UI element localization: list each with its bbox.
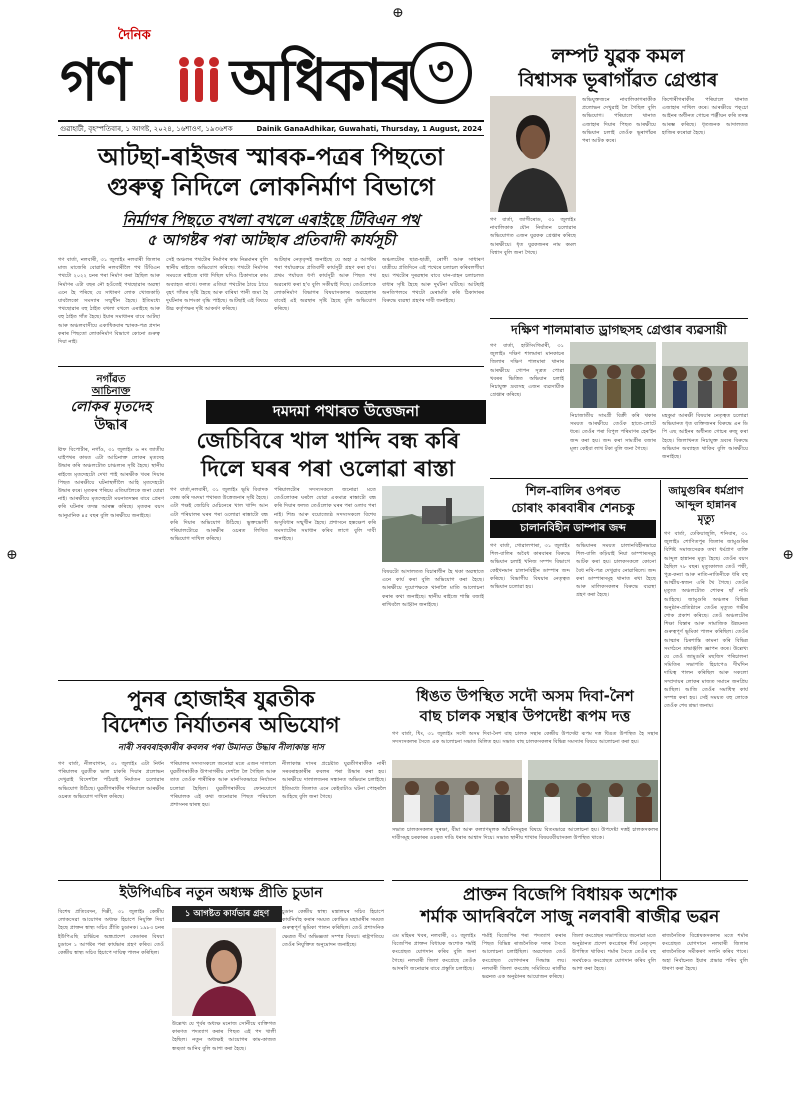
dhing-column-2: সভাত চালকসকলৰ সুৰক্ষা, বীমা আৰু কল্যাণমূলক আঁচনিসমূহৰ বিষয়ে বিতংভাৱে আলোচনা হয়। উপদেষ্টা দত্তই চালকসকলৰ দাবীসমূহ চৰকাৰৰ ওচৰত দাঙি ধৰাৰ আশ্বাস দিয়ে। সভাত স্থানীয় শাখাৰ বিষয়ববীয়াসকল উপস্থিত থাকে। (392, 827, 658, 842)
lampat-column-2: অভিযুক্তজনে নাবালিকাগৰাকীক প্ৰলোভন দেখুৱাই লৈ গৈছিল বুলি অভিযোগ। পৰিয়ালে থানাত এজাহাৰ দিয়াৰ পিছত আৰক্ষীয়ে অভিযান চলাই তেওঁক ভূৰাগাঁৱৰ পৰা আটক কৰে। (582, 97, 656, 145)
upsc-box-label: ১ আগষ্টত কাৰ্যভাৰ গ্ৰহণ (172, 906, 282, 922)
obituary-body: ষ্টাফ বিপোৰ্টাৰ, নগাঁও, ৩১ জুলাইঃ ৬ নং জাতীয় ঘাইপথৰ কাষত এটা আচিনাক্ত লোকৰ মৃতদেহ উদ্ধাৰ কৰি অঞ্চলটোত চাঞ্চল্যৰ সৃষ্টি হৈছে। স্থানীয় ৰাইজে মৃতদেহটো দেখা পাই আৰক্ষীক খবৰ দিয়াৰ পিছত আৰক্ষীয়ে ঘটনাস্থলীলৈ আহি মৃতদেহটো উদ্ধাৰ কৰে। মৃতকৰ পৰিচয় এতিয়ালৈকে জনা যোৱা নাই। আৰক্ষীয়ে মৃতদেহটো ময়নাতদন্তৰ বাবে প্ৰেৰণ কৰি ঘটনাৰ তদন্ত আৰম্ভ কৰিছে। মৃতকৰ বয়স আনুমানিক ৪৫ বছৰ বুলি আৰক্ষীয়ে জনাইছে। (58, 447, 164, 519)
lead-headline (58, 142, 484, 202)
dateline-english: Dainik GanaAdhikar, Guwahati, Thursday, 1 August, 2024 (256, 124, 482, 133)
dhing-headline (392, 686, 658, 726)
damdama-photo (382, 486, 484, 562)
divider (58, 366, 484, 367)
masthead-title-part2: অধিকাৰ (230, 46, 412, 114)
ashok-column-2: শৰ্মাই বিজেপিৰ পৰা পদত্যাগ কৰাৰ পিছত বিভিন্ন ৰাজনৈতিক দলৰ সৈতে আলোচনা চলাইছিল। অৱশেষত তেওঁ কংগ্ৰেছত যোগদানৰ সিদ্ধান্ত লয়। নলবাৰী জিলা কংগ্ৰেছ সমিতিয়ে ৰাজীৱ ভৱনত এক অনুষ্ঠানৰ আয়োজন কৰিছে। (482, 933, 566, 981)
drugs-photo-2 (662, 342, 748, 408)
drugs-headline: দক্ষিণ শালমাৰাত ড্ৰাগছসহ গ্ৰেপ্তাৰ ব্যৱসায়ী (511, 322, 727, 337)
lead-headline-line1: আটছা-ৰাইজৰ স্মাৰক-পত্ৰৰ পিছতো (98, 143, 444, 171)
dateline-assamese: গুৱাহাটী, বৃহস্পতিবাৰ, ১ আগষ্ট, ২০২৪, ১৬শাওণ, ১৯৩৬শক (60, 124, 233, 133)
ashok-column-3: জিলা কংগ্ৰেছৰ সভাপতিয়ে জনোৱা মতে অনুষ্ঠানত প্ৰদেশ কংগ্ৰেছৰ শীৰ্ষ নেতৃবৃন্দ উপস্থিত থাকিব। শৰ্মাৰ সৈতে তেওঁৰ বহু সমৰ্থকেও কংগ্ৰেছত যোগদান কৰিব বুলি আশা কৰা হৈছে। (572, 933, 656, 972)
divider (490, 318, 748, 319)
ashok-headline (392, 884, 748, 928)
ashok-column-1: এম মহিমৰ খবৰ, নলবাৰী, ৩১ জুলাইঃ বিজেপিৰ প্ৰাক্তন বিধায়ক অশোক শৰ্মাই কংগ্ৰেছত যোগদান কৰিব বুলি জনা গৈছে। নলবাৰী জিলা কংগ্ৰেছে তেওঁক আদৰণি জনোৱাৰ বাবে প্ৰস্তুতি চলাইছে। (392, 933, 476, 972)
registration-mark-left: ⊕ (6, 547, 18, 563)
hojai-column-3: নীলাকান্ত দাসৰ প্ৰচেষ্টাত যুৱতীগৰাকীক নাৰী সৰবৰাহকাৰীৰ কবলৰ পৰা উদ্ধাৰ কৰা হয়। আৰক্ষীয়ে দালালজনৰ সন্ধানত অভিযান চলাইছে। ইতিমধ্যে জিলাত এনে কেইবাটাও ঘটনা পোহৰলৈ আহিছে বুলি জনা গৈছে। (282, 761, 386, 800)
lead-column-1: গণ বাৰ্তা, নলবাৰী, ৩১ জুলাইঃ নলবাৰী জিলাৰ মাজ মাজেৰি বোৱাৰি নলবাৰীলৈ পথ টিবিএন পথটো ২০২২ চনৰ পৰা নিৰ্মাণ কৰা হৈছিল আৰু নিৰ্মাণৰ এটা বছৰ নৌ হওঁতেই পথছোৱাৰ অৱস্থা এনে হৈ পৰিছে যে সাধাৰণ লোক খোজকাঢ়ি যাবলৈকো সমস্যাৰ সন্মুখীন হৈছে। ইতিমধ্যে পথছোৱাৰ বহু ঠাইত বখলা বখলে এৰাইছে আৰু বহু ঠাইত গাঁত হৈছে। ইয়াৰ সমাধানৰ বাবে আটছা আৰু অঞ্চলবাসীয়ে একাধিকবাৰ স্মাৰক-পত্ৰ প্ৰদান কৰাৰ পিছতো লোকনিৰ্মাণ বিভাগে কোনো গুৰুত্ব দিয়া নাই। (58, 257, 160, 346)
upsc-photo (172, 928, 276, 1016)
damdama-headline-line1: জেচিবিৰে খাল খান্দি বন্ধ কৰি (196, 429, 460, 454)
masthead-title-part1: গণ (60, 46, 130, 114)
damdama-headline (170, 428, 486, 484)
obituary-title-line2: উদ্ধাৰ (94, 417, 128, 433)
drugs-photo-1 (570, 342, 656, 408)
ashok-headline-line2: শৰ্মাক আদৰিবলৈ সাজু নলবাৰী ৰাজীৱ ভৱন (420, 907, 720, 927)
lead-subheadline (58, 210, 484, 250)
divider (58, 880, 384, 881)
lead-headline-line2: গুৰুত্ব নিদিলে লোকনিৰ্মাণ বিভাগে (107, 173, 435, 201)
masthead-small-word: দৈনিক (118, 28, 151, 43)
upsc-column-1: বিশেষ প্ৰতিবেদন, দিল্লী, ৩১ জুলাইঃ কেন্দ্ৰীয় লোকসেৱা আয়োগৰ অধ্যক্ষ হিচাপে নিযুক্তি দিয়া হৈছে প্ৰাক্তন স্বাস্থ্য সচিব প্ৰীতি চুডানক। ১৯৮৩ চনৰ ইউপিএছি চাৰ্ভিচৰ অন্ধ্ৰপ্ৰদেশ কেডাৰৰ বিষয়া চুডানে ১ আগষ্টৰ পৰা কাৰ্যভাৰ গ্ৰহণ কৰিব। তেওঁ কেন্দ্ৰীয় স্বাস্থ্য সচিব হিচাপে দায়িত্ব পালন কৰিছিল। (58, 909, 164, 957)
obituary-kicker2: আচিনাক্ত (91, 386, 131, 397)
hojai-column-2: পৰিয়ালৰ সদস্যসকলে জনোৱা মতে এজন দালালে যুৱতীগৰাকীক উপসাগৰীয় দেশলৈ লৈ গৈছিল আৰু তাত তেওঁক শাৰীৰিক আৰু মানসিকভাৱে নিৰ্যাতন চলোৱা হৈছিল। যুৱতীগৰাকীয়ে ফোনযোগে পৰিয়ালক এই কথা জনোৱাৰ পিছত পৰিয়ালে প্ৰশাসনৰ দ্বাৰস্থ হয়। (170, 761, 276, 809)
lead-column-4: অঞ্চলটোৰ ছাত্ৰ-ছাত্ৰী, ৰোগী আৰু সাধাৰণ যাত্ৰীয়ে প্ৰতিদিনে এই পথেৰে চলাচল কৰিবলগীয়া হয়। পথটোৰ দুৰৱস্থাৰ বাবে যান-বাহন চলাচলত বাধাৰ সৃষ্টি হৈছে আৰু দুৰ্ঘটনা ঘটিছে। আটছাই অনতিপলমে পথটো মেৰামতি কৰি ঠিকাদাৰৰ বিৰুদ্ধে ব্যৱস্থা গ্ৰহণৰ দাবী জনাইছে। (382, 257, 484, 305)
registration-mark-top: ⊕ (392, 5, 404, 21)
upsc-headline: ইউপিএচিৰ নতুন অধ্যক্ষ প্ৰীতি চুডান (119, 885, 323, 901)
lampat-headline-line2: বিশ্বাসক ভূৰাগাঁৱত গ্ৰেপ্তাৰ (518, 69, 718, 91)
obituary-kicker1: নগাঁৱত (96, 374, 126, 385)
hojai-column-1: গণ বাৰ্তা, নীলবাগান, ৩১ জুলাইঃ এটা নিৰ্ধন পৰিয়ালৰ যুৱতীক ভাল চাকৰি দিয়াৰ প্ৰলোভন দেখুৱাই বিদেশলৈ পঠিয়াই নিৰ্যাতন চলোৱাৰ অভিযোগ উঠিছে। যুৱতীগৰাকীৰ পৰিয়ালে আৰক্ষীৰ ওচৰত অভিযোগ দাখিল কৰিছে। (58, 761, 164, 800)
divider (490, 478, 748, 479)
ashok-headline-line1: প্ৰাক্তন বিজেপি বিধায়ক অশোক (463, 885, 677, 905)
ashok-column-4: ৰাজনৈতিক বিশ্লেষকসকলৰ মতে শৰ্মাৰ কংগ্ৰেছত যোগদানে নলবাৰী জিলাৰ ৰাজনৈতিক সমীকৰণ সলনি কৰিব পাৰে। অহা নিৰ্বাচনত ইয়াৰ প্ৰভাৱ পৰিব বুলি ধাৰণা কৰা হৈছে। (662, 933, 748, 972)
column-divider (660, 480, 661, 880)
damdama-column-3: বিষয়টো আদালতত বিচাৰাধীন হৈ থকা অৱস্থাতে এনে কাৰ্য কৰা বুলি অভিযোগ কৰা হৈছে। আৰক্ষীয়ে দুয়োপক্ষকে থানালৈ মাতি আলোচনা কৰাৰ কথা জনাইছে। স্থানীয় ৰাইজে শান্তি বজাই ৰাখিবলৈ আহ্বান জনাইছে। (382, 569, 484, 608)
lampat-photo (490, 96, 576, 212)
sand-headline-line2: চোৰাং কাৰবাৰীৰ শেনচকু (511, 500, 635, 515)
lampat-column-3: কিশোৰীগৰাকীৰ পৰিয়ালে থানাত এজাহাৰ দাখিল কৰে। আৰক্ষীয়ে পক্‌চো আইনৰ অধীনত গোচৰ পঞ্জীয়ন কৰি তদন্ত আৰম্ভ কৰিছে। ধৃতজনক আদালতত হাজিৰ কৰোৱা হৈছে। (662, 97, 748, 136)
hojai-headline-line2: বিদেশত নিৰ্যাতনৰ অভিযোগ (102, 713, 340, 737)
lead-column-3: আটছাৰ নেতৃবৃন্দই জনাইছে যে অহা ৫ আগষ্টৰ পৰা পৰ্যায়ক্ৰমে প্ৰতিবাদী কাৰ্যসূচী গ্ৰহণ কৰা হ'ব। প্ৰথম পৰ্যায়ত ধৰ্ণা কাৰ্যসূচী আৰু পিছত পথ অৱৰোধ কৰা হ'ব বুলি সকীয়াই দিছে। তেওঁলোকে লোকনিৰ্মাণ বিভাগৰ বিষয়াসকলৰ অৱহেলাৰ বাবেই এই অৱস্থাৰ সৃষ্টি হৈছে বুলি অভিযোগ কৰিছে। (274, 257, 376, 313)
drugs-column-1: গণ বাৰ্তা, হাটসিংগিমাৰী, ৩১ জুলাইঃ দক্ষিণ শালমাৰা মানকাচৰ জিলাৰ দক্ষিণ শালমাৰা থানাৰ আৰক্ষীয়ে গোপন সূত্ৰত পোৱা খবৰৰ ভিত্তিত অভিযান চলাই নিচাযুক্ত দ্ৰব্যসহ এজন ব্যৱসায়ীক গ্ৰেপ্তাৰ কৰিছে। (490, 343, 564, 399)
dhing-photo-1 (392, 760, 522, 822)
divider (392, 880, 748, 881)
upsc-column-2: চুডান কেন্দ্ৰীয় স্বাস্থ্য মন্ত্ৰালয়ৰ সচিব হিচাপে কাৰ্যনিৰ্বাহ কৰাৰ সময়ত কোভিড মহামাৰীৰ সময়ত গুৰুত্বপূৰ্ণ ভূমিকা পালন কৰিছিল। তেওঁ প্ৰশাসনিক ক্ষেত্ৰত দীৰ্ঘ অভিজ্ঞতা সম্পন্ন বিষয়া। ৰাষ্ট্ৰপতিয়ে তেওঁৰ নিযুক্তিত অনুমোদন জনাইছে। (282, 909, 384, 948)
jamugurih-headline-line1: জামুগুৰিৰ ধৰ্মপ্ৰাণ (668, 485, 744, 497)
jamugurih-body: গণ বাৰ্তা, ঢেকিয়াজুলি, শনিবাৰ, ৩১ জুলাইঃ শোণিতপুৰ জিলাৰ জামুগুৰিৰ বিশিষ্ট সমাজসেৱক তথা ধৰ্মপ্ৰাণ ব্যক্তি আব্দুল হান্নানৰ মৃত্যু হৈছে। তেওঁৰ বয়স হৈছিল ৭৮ বছৰ। মৃত্যুকালত তেওঁ পত্নী, পুত্ৰ-কন্যা আৰু নাতি-নাতিনীকে ধৰি বহু আত্মীয়-স্বজন এৰি থৈ গৈছে। তেওঁৰ মৃত্যুত অঞ্চলটোত শোকৰ ছাঁ নামি আহিছে। জামুগুৰি অঞ্চলৰ বিভিন্ন অনুষ্ঠান-প্ৰতিষ্ঠানে তেওঁৰ মৃত্যুত গভীৰ শোক প্ৰকাশ কৰিছে। তেওঁ অঞ্চলটোৰ শিক্ষা বিস্তাৰ আৰু সামাজিক উন্নয়নত গুৰুত্বপূৰ্ণ ভূমিকা পালন কৰিছিল। তেওঁৰ আত্মাৰ চিৰশান্তি কামনা কৰি বিভিন্ন সংগঠনে শ্ৰদ্ধাঞ্জলি জ্ঞাপন কৰে। উল্লেখ্য যে তেওঁ জামুগুৰি মছজিদ পৰিচালনা সমিতিৰ সভাপতি হিচাপেও দীৰ্ঘদিন দায়িত্ব পালন কৰিছিল আৰু সকলো সম্প্ৰদায়ৰ লোকৰ মাজত সমানে জনপ্ৰিয় আছিল। আজি তেওঁৰ সমাধিস্থ কাৰ্য সম্পন্ন কৰা হয়। সেই সময়ত বহু লোকে তেওঁক শেষ শ্ৰদ্ধা জনায়। (664, 531, 748, 710)
lead-column-2: সেই অঞ্চলৰ পথটোৰ নিৰ্মাণৰ কাম নিম্নমানৰ বুলি স্থানীয় ৰাইজে অভিযোগ কৰিছে। পথটো নিৰ্মাণৰ সময়তে ৰাইজে বাধা দিছিল যদিও ঠিকাদাৰে কাম অব্যাহত ৰাখে। ফলত এতিয়া পথটোৰ ঠায়ে ঠায়ে বৃহৎ গাঁতৰ সৃষ্টি হৈছে আৰু বাৰিষা পানী জমা হৈ দুৰ্ঘটনাৰ আশংকা বৃদ্ধি পাইছে। আটছাই এই বিষয়ে উচ্চ কৰ্তৃপক্ষৰ দৃষ্টি আকৰ্ষণ কৰিছে। (166, 257, 268, 313)
damdama-column-1: গণ বাৰ্তা,নলবাৰী, ৩১ জুলাইঃ ভূমি বিবাদক কেন্দ্ৰ কৰি দমদমা পথাৰত উত্তেজনাৰ সৃষ্টি হৈছে। এটা পক্ষই জেচিবি মেচিনেৰে খাল খান্দি আন এটা পৰিয়ালৰ ঘৰৰ পৰা ওলোৱা ৰাস্তাটো বন্ধ কৰি দিয়াৰ অভিযোগ উঠিছে। ভুক্তভোগী পৰিয়ালটোৱে আৰক্ষীৰ ওচৰত লিখিত অভিযোগ দাখিল কৰিছে। (170, 487, 268, 543)
page-number-badge: ৩ (410, 42, 472, 104)
hojai-subheadline: নাৰী সৰবৰাহকাৰীৰ কবলৰ পৰা উমানত উদ্ধাৰ নীলাকান্ত দাস (117, 743, 325, 753)
dateline (58, 120, 484, 136)
jamugurih-headline-line3: মৃত্যু (697, 513, 715, 525)
hojai-headline-line1: পুনৰ হোজাইৰ যুৱতীক (127, 687, 315, 711)
lampat-headline-line1: লম্পট যুৱক কমল (551, 45, 685, 67)
dhing-photo-2 (528, 760, 658, 822)
dhing-headline-line2: বাছ চালক সন্থাৰ উপদেষ্টা ৰূপম দত্ত (419, 707, 631, 725)
registration-mark-right: ⊕ (782, 547, 794, 563)
lampat-column-1: গণ বাৰ্তা, জাগীৰোড, ৩১ জুলাইঃ নাবালিকাক যৌন নিৰ্যাতন চলোৱাৰ অভিযোগত এজন যুৱকক গ্ৰেপ্তাৰ কৰিছে আৰক্ষীয়ে। ধৃত যুৱকজনৰ নাম কমল বিশ্বাস বুলি জনা গৈছে। (490, 217, 576, 256)
jamugurih-headline-line2: আব্দুল হান্নানৰ (675, 499, 737, 511)
dhing-column-1: গণ বাৰ্তা, ধিং, ৩১ জুলাইঃ সদৌ অসম দিবা-নৈশ বাছ চালক সন্থাৰ কেন্দ্ৰীয় উপদেষ্টা ৰূপম দত্ত ধিঙত উপস্থিত হৈ সন্থাৰ সদস্যসকলৰ সৈতে এক আলোচনা সভাত মিলিত হয়। সভাত বাছ চালকসকলৰ বিভিন্ন সমস্যাৰ বিষয়ে আলোচনা কৰা হয়। (392, 731, 658, 746)
obituary-header (58, 374, 164, 434)
dhing-headline-line1: ধিঙত উপস্থিত সদৌ অসম দিবা-নৈশ (416, 687, 634, 705)
lampat-headline (490, 44, 746, 92)
sand-column-2: অভিযানৰ সময়ত চালানবিহীনভাৱে শিল-বালি কঢ়িয়াই নিয়া ডাম্পাৰসমূহ আটক কৰা হয়। চালকসকলে কোনো বৈধ নথি-পত্ৰ দেখুৱাব নোৱাৰিলে। জব্দ কৰা ডাম্পাৰসমূহ থানাত ৰখা হৈছে আৰু মালিকসকলৰ বিৰুদ্ধে ব্যৱস্থা গ্ৰহণ কৰা হৈছে। (576, 543, 656, 599)
damdama-headline-line2: দিলে ঘৰৰ পৰা ওলোৱা ৰাস্তা (201, 457, 455, 482)
divider (58, 680, 484, 681)
sand-headline (490, 482, 656, 516)
sand-headline-line1: শিল-বালিৰ ওপৰত (525, 483, 621, 498)
lead-subheadline-line1: নিৰ্মাণৰ পিছতে বখলা বখলে এৰাইছে টিবিএন পথ (122, 211, 420, 229)
damdama-column-2: পৰিয়ালটোৰ সদস্যসকলে জনোৱা মতে তেওঁলোকৰ ঘৰলৈ যোৱা একমাত্ৰ ৰাস্তাটো বন্ধ কৰি দিয়াৰ ফলত তেওঁলোক ঘৰৰ পৰা ওলাব পৰা নাই। শিশু আৰু বয়োজ্যেষ্ঠ সদস্যসকলে বিশেষ অসুবিধাৰ সন্মুখীন হৈছে। প্ৰশাসনে হস্তক্ষেপ কৰি সমস্যাটোৰ সমাধান কৰিব লাগে বুলি দাবী জনাইছে। (274, 487, 376, 543)
damdama-banner: দমদমা পথাৰত উত্তেজনা (206, 400, 486, 424)
sand-column-1: গণ বাৰ্তা, গোৱালপাৰা, ৩১ জুলাইঃ শিল-বালিৰ অবৈধ কাৰবাৰৰ বিৰুদ্ধে অভিযান চলাই খনিজ সম্পদ বিভাগে কেইখনমান চালানবিহীন ডাম্পাৰ জব্দ কৰিছে। বিভাগীয় বিষয়াৰ নেতৃত্বত অভিযান চলোৱা হয়। (490, 543, 570, 591)
hojai-headline (58, 686, 384, 738)
sand-banner: চালানবিহীন ডাম্পাৰ জব্দ (490, 520, 656, 538)
upsc-column-3: উল্লেখ্য যে পূৰ্বৰ অধ্যক্ষ মনোজ সোনীয়ে ব্যক্তিগত কাৰণত পদত্যাগ কৰাৰ পিছত এই পদ খালী হৈছিল। নতুন অধ্যক্ষই আয়োগৰ কাম-কাজত স্বচ্ছতা আনিব বুলি আশা কৰা হৈছে। (172, 1021, 276, 1052)
masthead-people-logo (172, 52, 226, 108)
lead-subheadline-line2: ৫ আগষ্টৰ পৰা আটছাৰ প্ৰতিবাদী কাৰ্যসূচী (146, 231, 396, 249)
drugs-column-2: নিচাজাতীয় সামগ্ৰী বিক্ৰী কৰি থকাৰ সময়ত আৰক্ষীয়ে তেওঁক হাতে-লোটে ধৰে। তেওঁৰ পৰা বিপুল পৰিমাণৰ হেৰ'ইন জব্দ কৰা হয়। জব্দ কৰা সামগ্ৰীৰ বজাৰ মূল্য কেইবা লাখ টকা বুলি জনা গৈছে। (570, 413, 656, 452)
obituary-title-line1: লোকৰ মৃতদেহ (70, 399, 152, 415)
jamugurih-headline (664, 484, 748, 526)
drugs-column-3: মহকুমা আৰক্ষী বিষয়াৰ নেতৃত্বত চলোৱা অভিযানত ধৃত ব্যক্তিজনৰ বিৰুদ্ধে এন ডি পি এছ আইনৰ অধীনত গোচৰ ৰুজু কৰা হৈছে। জিলাখনত নিচাযুক্ত দ্ৰব্যৰ বিৰুদ্ধে অভিযান অব্যাহত থাকিব বুলি আৰক্ষীয়ে জনাইছে। (662, 413, 748, 461)
